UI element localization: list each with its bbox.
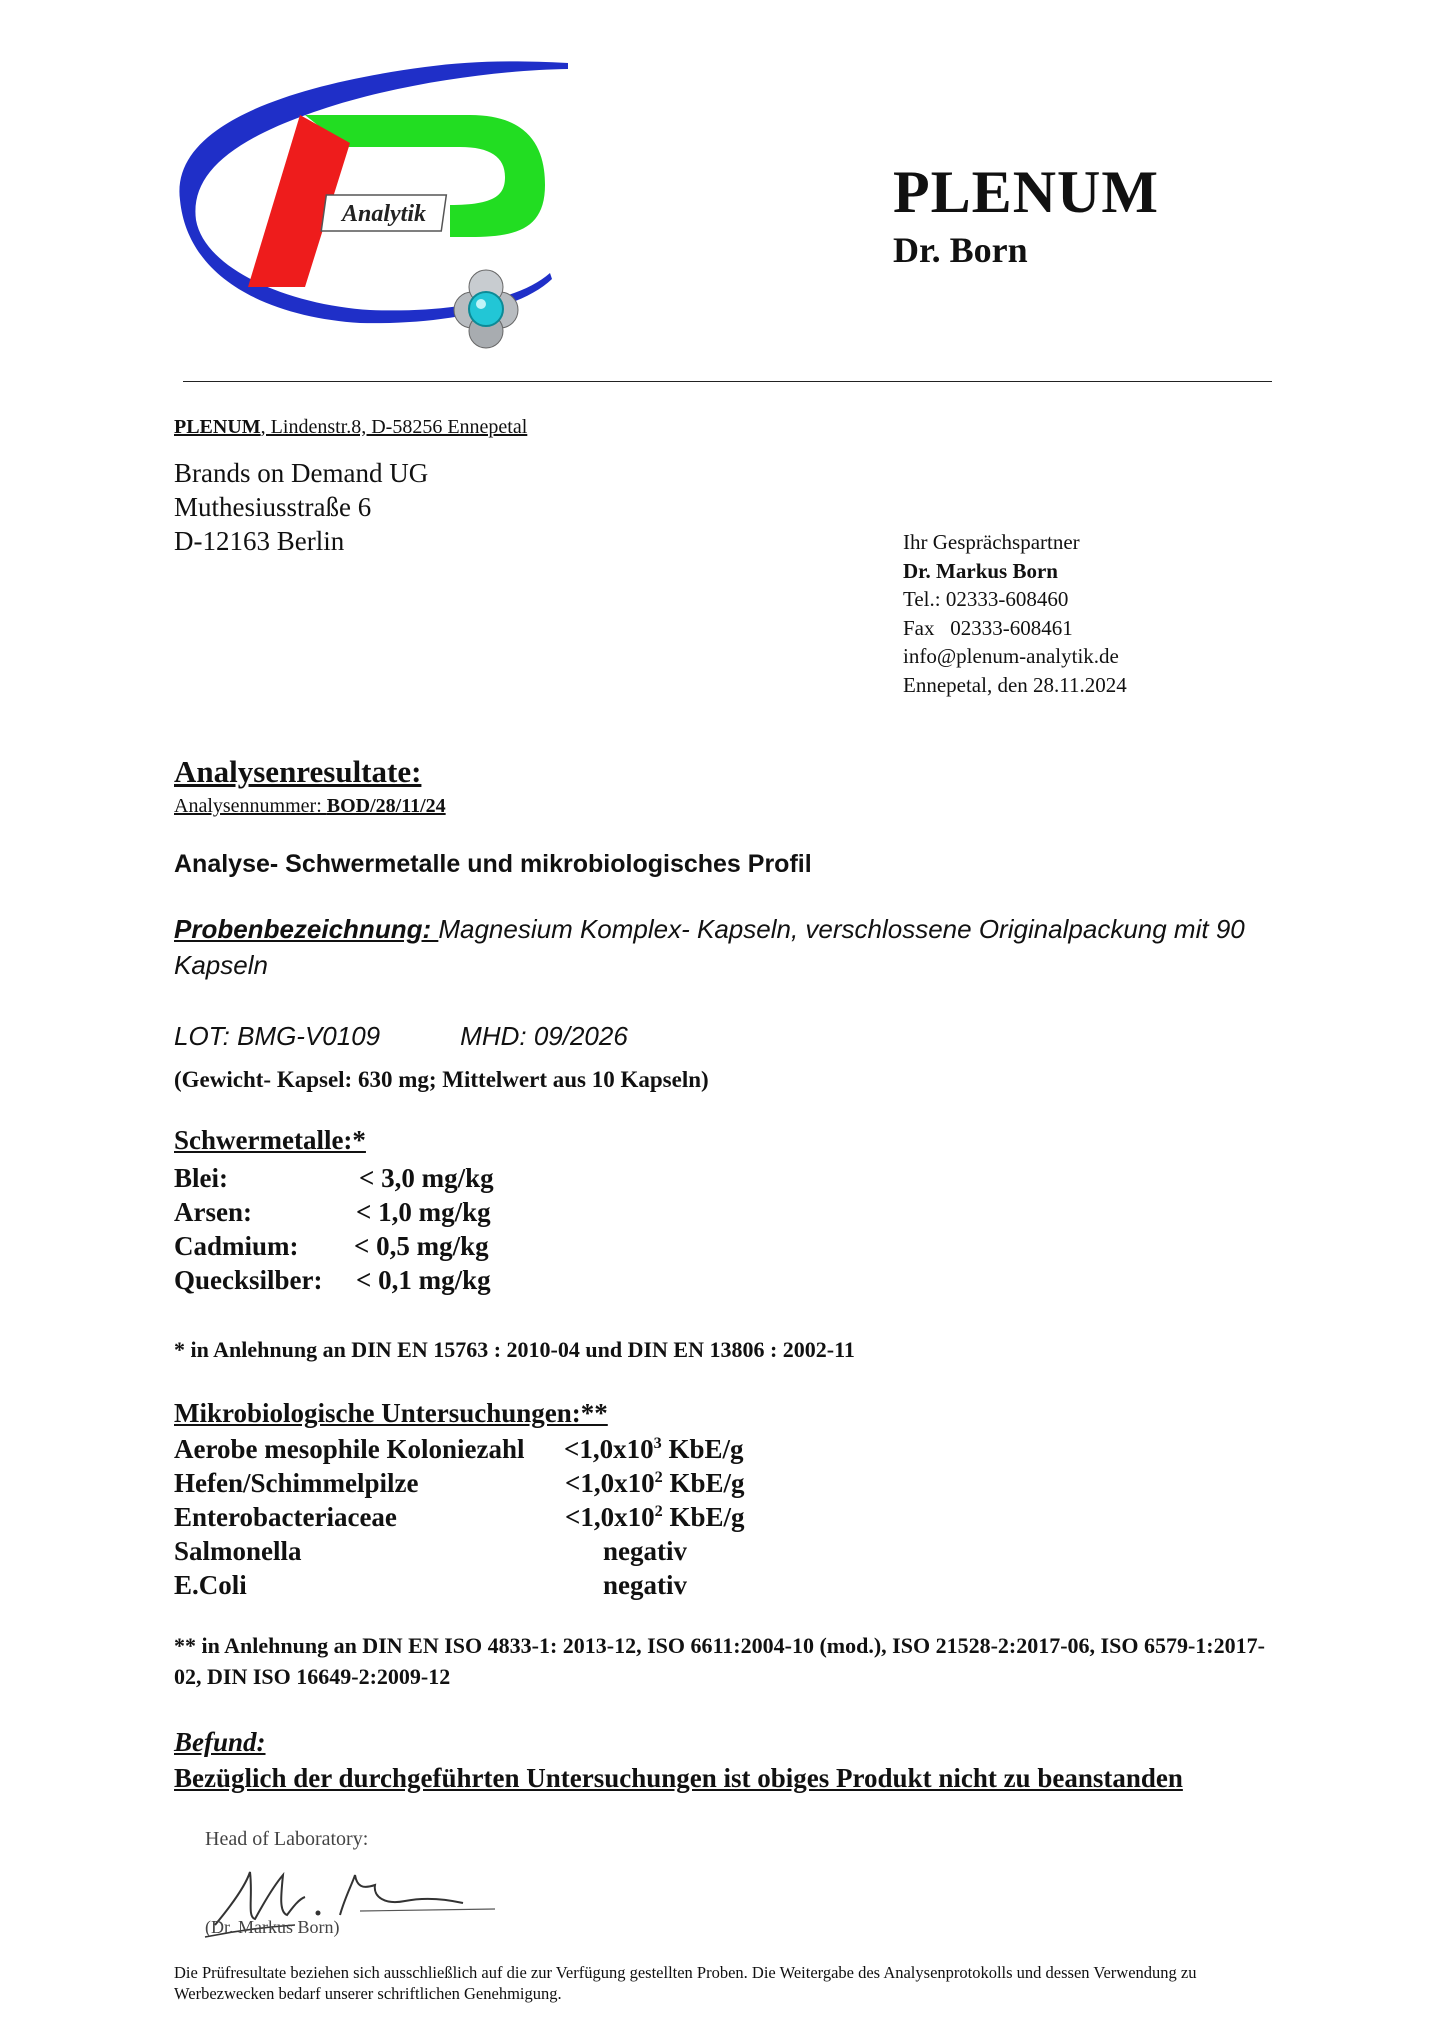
heavy-metal-value: < 1,0 mg/kg <box>356 1197 491 1227</box>
microbiology-label: Salmonella <box>174 1536 302 1566</box>
heavy-metal-row <box>174 1163 494 1194</box>
microbiology-value: negativ <box>603 1536 687 1566</box>
sample-text: Magnesium Komplex- Kapseln, verschlossene Originalpackung mit 90 Kapseln <box>174 914 1245 980</box>
contact-fax: Fax 02333-608461 <box>903 615 1073 640</box>
logo-label-text: Analytik <box>342 201 427 227</box>
recipient-address <box>174 456 428 558</box>
heavy-metal-label: Blei: <box>174 1163 228 1193</box>
signature-name: (Dr. Markus Born) <box>205 1917 340 1937</box>
contact-tel: Tel.: 02333-608460 <box>903 587 1069 611</box>
microbiology-note: ** in Anlehnung an DIN EN ISO 4833-1: 2013-12, ISO 6611:2004-10 (mod.), ISO 21528-2:2017-06, ISO 6579-1:2017-02, DIN ISO 16649-2:2009-12 <box>174 1633 1265 1689</box>
microbiology-value: $<1,0x10^2$ KbE/g <box>565 1468 745 1498</box>
microbiology-label: Enterobacteriaceae <box>174 1502 397 1532</box>
analysis-number-value: BOD/28/11/24 <box>326 795 446 817</box>
microbiology-value: $<1,0x10^2$ KbE/g <box>565 1502 745 1532</box>
sender-address <box>174 416 527 439</box>
heavy-metal-value: < 3,0 mg/kg <box>359 1163 494 1193</box>
sample-label: Probenbezeichnung: <box>174 914 439 944</box>
header-divider <box>183 381 1272 382</box>
heavy-metal-label: Quecksilber: <box>174 1265 323 1295</box>
heavy-metal-label: Arsen: <box>174 1197 252 1227</box>
logo-molecule <box>454 270 518 348</box>
heavy-metal-value: < 0,1 mg/kg <box>356 1265 491 1295</box>
signature-heading: Head of Laboratory: <box>205 1828 369 1850</box>
heavy-metals-note: * in Anlehnung an DIN EN 15763 : 2010-04 und DIN EN 13806 : 2002-11 <box>174 1337 855 1362</box>
recipient-line: Brands on Demand UG <box>174 458 429 488</box>
contact-label: Ihr Gesprächspartner <box>903 530 1080 554</box>
microbiology-label: Hefen/Schimmelpilze <box>174 1468 419 1498</box>
brand-name: PLENUM <box>893 159 1159 225</box>
analysis-number <box>174 795 446 818</box>
best-before: MHD: 09/2026 <box>460 1021 628 1051</box>
lot-line <box>174 1021 628 1052</box>
contact-email: info@plenum-analytik.de <box>903 644 1119 668</box>
lot-number: LOT: BMG-V0109 <box>174 1021 381 1051</box>
microbiology-value: negativ <box>603 1570 687 1600</box>
plenum-analytik-logo <box>170 55 590 365</box>
analysis-number-label: Analysennummer: <box>174 795 327 817</box>
disclaimer: Die Prüfresultate beziehen sich ausschließlich auf die zur Verfügung gestellten Proben. Die Weitergabe des Analysenprotokolls und dessen Verwendung zu Werbezwecken bedarf unserer schriftlichen Genehmigung. <box>174 1963 1197 2003</box>
heavy-metal-row <box>174 1197 491 1228</box>
contact-date: Ennepetal, den 28.11.2024 <box>903 672 1127 697</box>
brand-subtitle: Dr. Born <box>893 230 1028 270</box>
sample-description <box>174 911 1274 983</box>
finding-title: Befund: <box>174 1727 266 1757</box>
microbiology-label: Aerobe mesophile Koloniezahl <box>174 1434 525 1464</box>
analysis-title: Analysenresultate: <box>174 754 422 789</box>
heavy-metal-row <box>174 1231 489 1262</box>
sender-name: PLENUM <box>174 416 261 438</box>
sender-street: , Lindenstr.8, D-58256 Ennepetal <box>260 416 528 438</box>
heavy-metal-row <box>174 1265 491 1296</box>
analysis-subject: Analyse- Schwermetalle und mikrobiologisches Profil <box>174 850 812 878</box>
heavy-metals-title: Schwermetalle:* <box>174 1125 366 1155</box>
finding-text: Bezüglich der durchgeführten Untersuchungen ist obiges Produkt nicht zu beanstanden <box>174 1763 1183 1793</box>
recipient-line: D-12163 Berlin <box>174 526 345 556</box>
contact-name: Dr. Markus Born <box>903 558 1058 583</box>
microbiology-label: E.Coli <box>174 1570 247 1600</box>
weight-note: (Gewicht- Kapsel: 630 mg; Mittelwert aus 10 Kapseln) <box>174 1067 709 1092</box>
recipient-line: Muthesiusstraße 6 <box>174 492 372 522</box>
contact-block <box>903 528 1127 699</box>
heavy-metal-label: Cadmium: <box>174 1231 299 1261</box>
heavy-metal-value: < 0,5 mg/kg <box>354 1231 489 1261</box>
microbiology-value: $<1,0x10^3$ KbE/g <box>564 1434 744 1464</box>
microbiology-title: Mikrobiologische Untersuchungen:** <box>174 1398 608 1428</box>
